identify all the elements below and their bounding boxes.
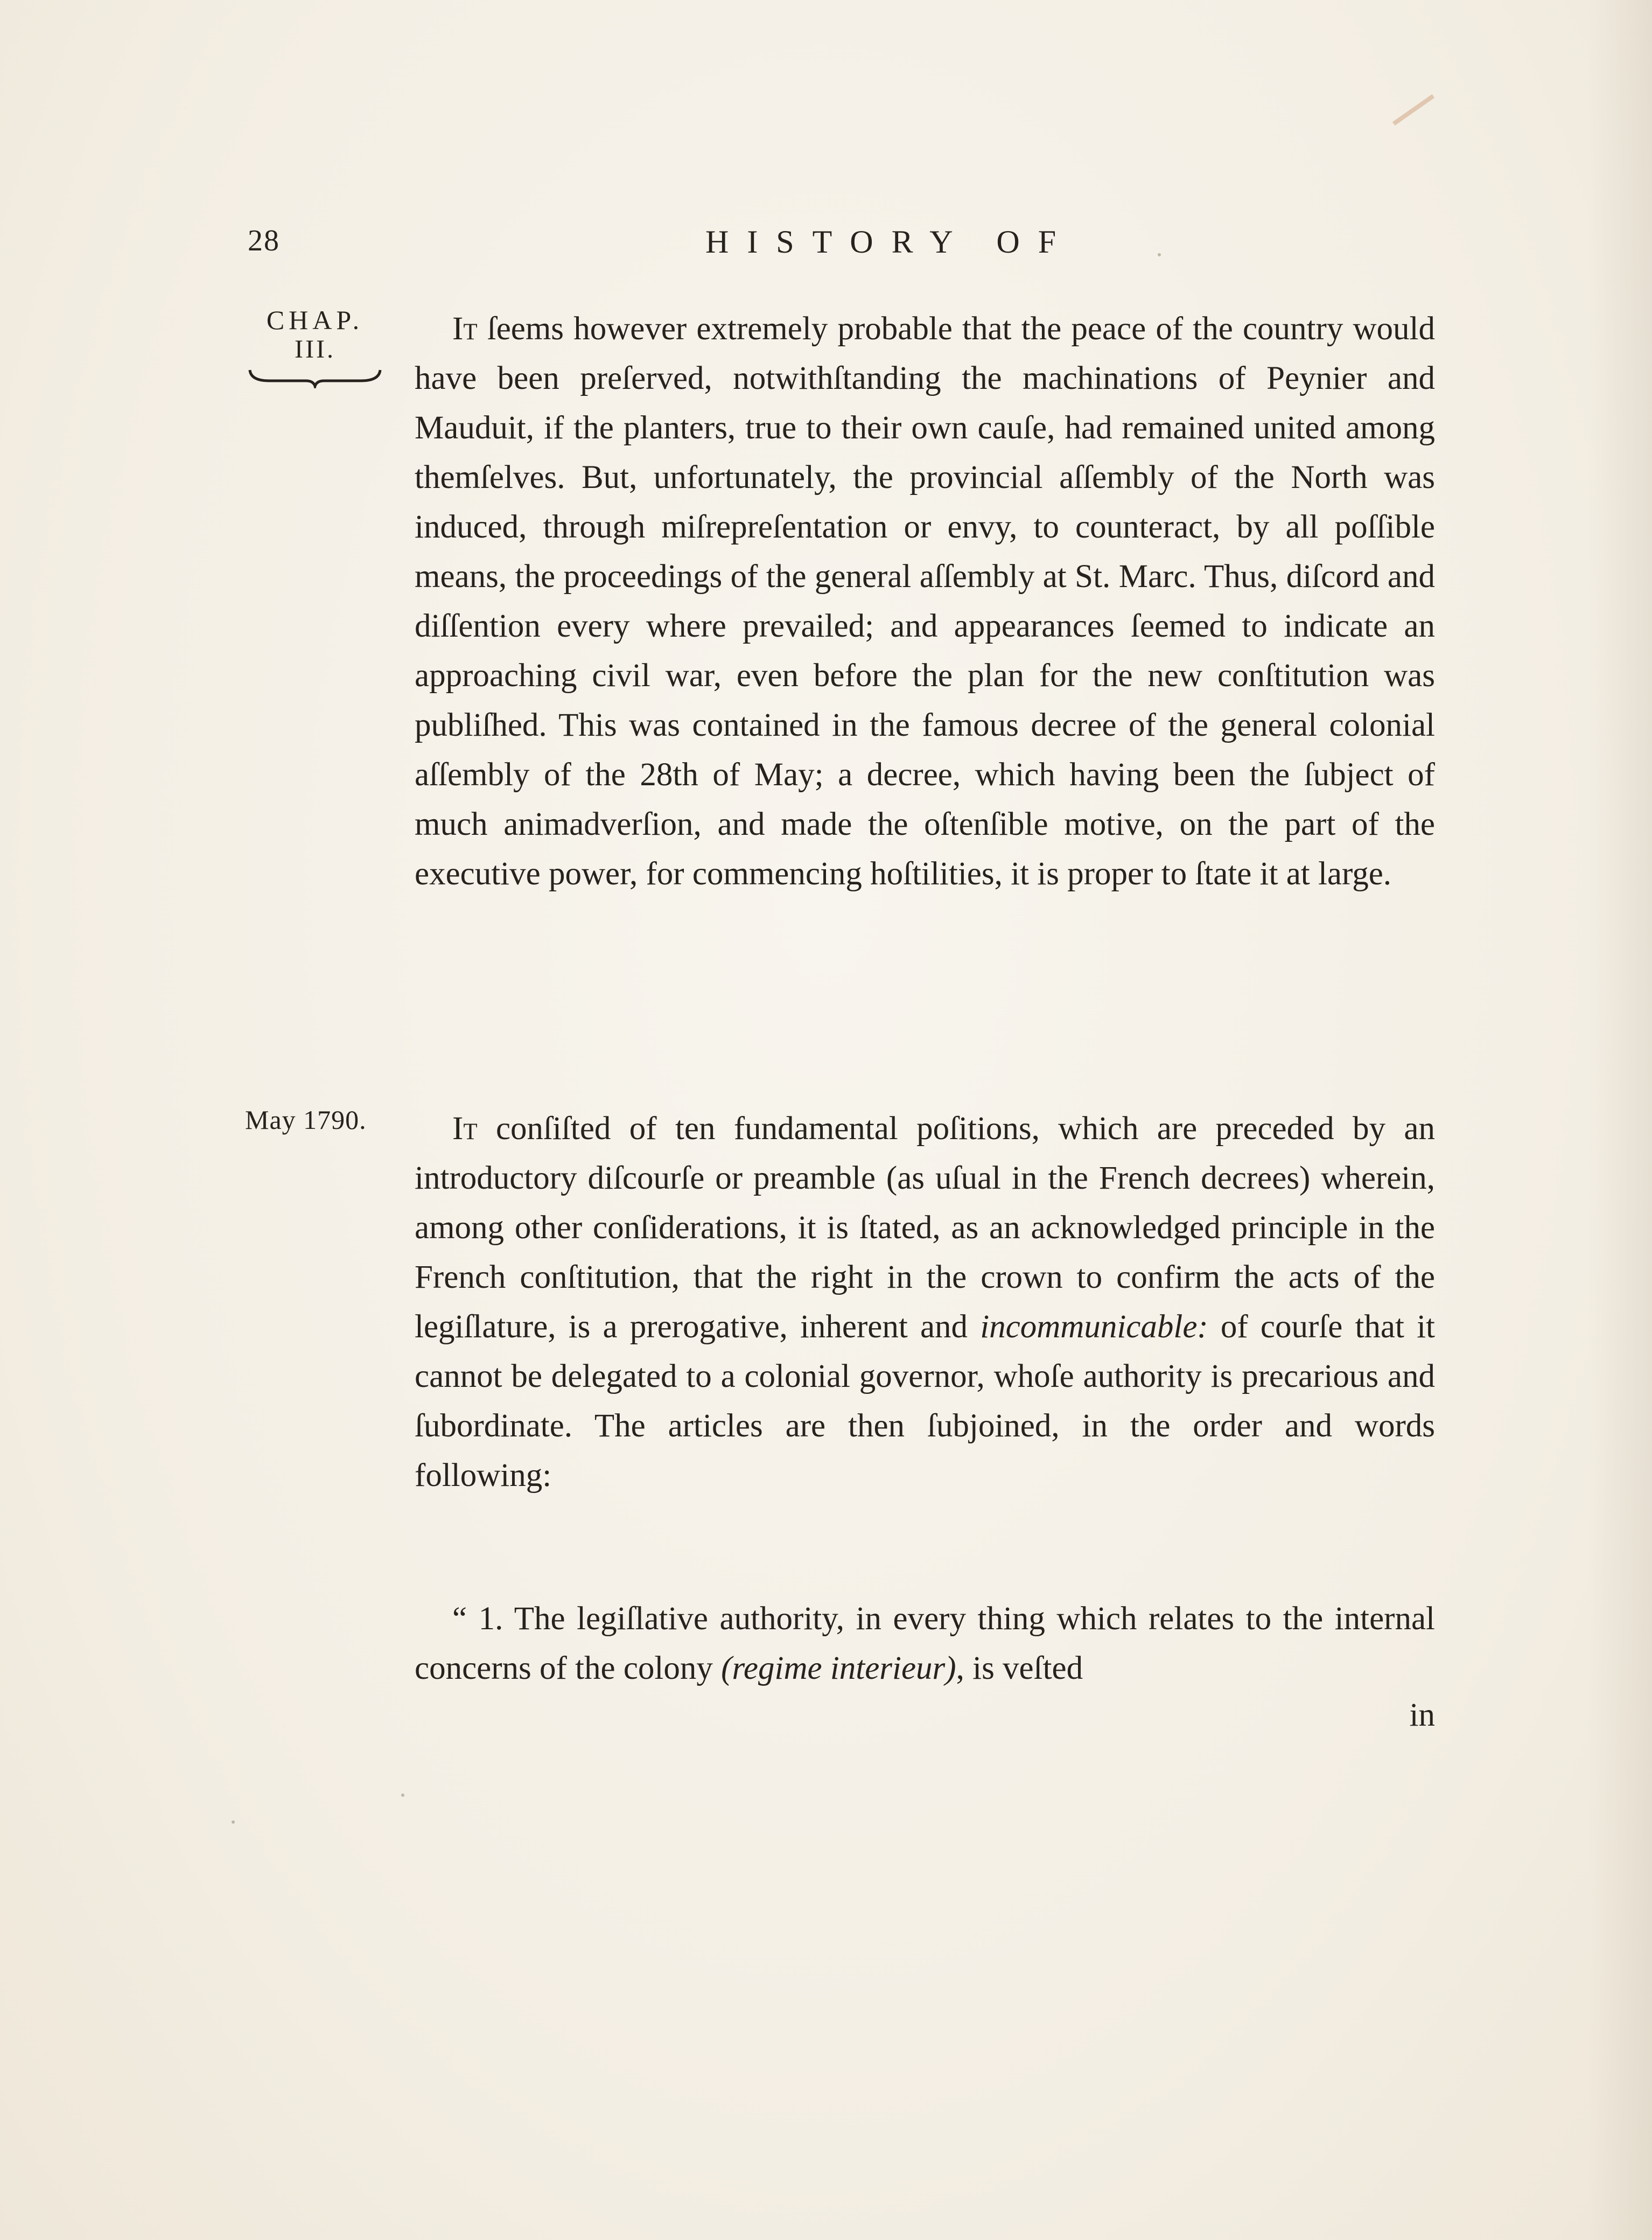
paragraph-2 [415,1104,1435,1501]
ink-mark [1392,94,1434,125]
chapter-marginal-note [245,304,385,388]
page-header [248,224,1443,272]
paragraph-1-lead: It [452,311,478,347]
article-1-text-b: , is veſted [956,1650,1083,1686]
gutter-shadow [1587,0,1652,2240]
article-1-italic: (regime interieur) [721,1650,956,1686]
paragraph-1 [415,304,1435,899]
paper-speck [232,1820,235,1824]
article-1 [415,1594,1435,1693]
paragraph-2-text-a: conſiſted of ten fundamental poſitions, which are preceded by an introductory diſcourſe or preamble (as uſual in the French decrees) wherein, among other conſiderations, it is ſtated, as an acknowledged principle in the French conſtitution, that the right in the crown to confirm the acts of the legiſlature, is a prerogative, inherent and [415,1111,1435,1345]
catchword: in [1409,1697,1435,1733]
paper-speck [1158,253,1161,256]
paragraph-2-lead: It [452,1111,478,1147]
paragraph-2-italic: incommunicable: [980,1309,1208,1345]
date-marginal-note: May 1790. [245,1105,367,1135]
running-head: HISTORY OF [705,224,1075,260]
chapter-number: III. [295,335,335,364]
paragraph-2-text-b: of courſe that it cannot be delegated to a colonial governor, whoſe authority is precarious and ſubordinate. The articles are then ſubjoined, in the order and words following: [415,1309,1435,1494]
paragraph-1-text: ſeems however extremely probable that the peace of the country would have been preſerved, notwithſtanding the machinations of Peynier and Mauduit, if the planters, true to their own cauſe, had remained united among themſelves. But, unfortunately, the provincial aſſembly of the North was induced, through miſrepreſentation or envy, to counteract, by all poſſible means, the proceedings of the general aſſembly at St. Marc. Thus, diſcord and diſſention every where prevailed; and appearances ſeemed to indicate an approaching civil war, even before the plan for the new conſtitution was publiſhed. This was contained in the famous decree of the general colonial aſſembly of the 28th of May; a decree, which having been the ſubject of much animadverſion, and made the oſtenſible motive, on the part of the executive power, for commencing hoſtilities, it is proper to ſtate it at large. [415,311,1435,892]
page-number: 28 [248,224,280,257]
paper-speck [401,1794,404,1797]
article-1-text-a: “ 1. The legiſlative authority, in every thing which relates to the internal concerns of the colony [415,1601,1435,1686]
chapter-label: CHAP. [266,305,364,335]
brace-ornament [248,367,382,388]
